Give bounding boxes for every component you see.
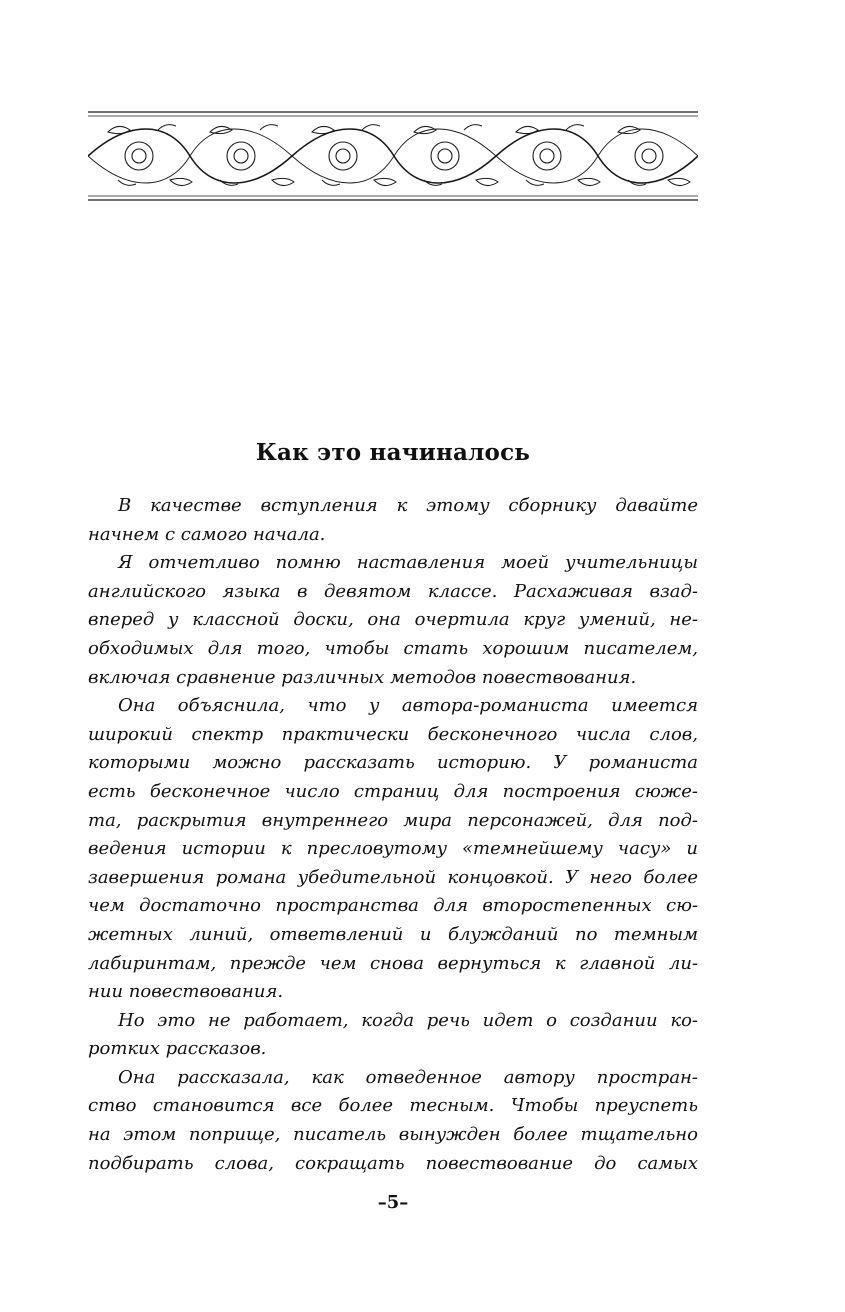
text-line: подбирать слова, сокращать повествование до самых <box>88 1152 698 1174</box>
text-line: включая сравнение различных методов повествования. <box>88 666 637 688</box>
text-line: есть бесконечное число страниц для построения сюже- <box>88 780 698 802</box>
text-line: Но это не работает, когда речь идет о создании ко- <box>118 1009 698 1031</box>
chapter-title: Как это начиналось <box>255 439 531 466</box>
text-line: Я отчетливо помню наставления моей учительницы <box>118 552 698 574</box>
page-number: –5– <box>377 1192 409 1213</box>
text-line: обходимых для того, чтобы стать хорошим писателем, <box>88 637 698 659</box>
text-line: завершения романа убедительной концовкой. У него более <box>88 866 698 888</box>
paragraph <box>88 692 698 1007</box>
text-line: нии повествования. <box>88 981 284 1003</box>
paragraph <box>88 1007 698 1064</box>
text-line: которыми можно рассказать историю. У романиста <box>88 752 698 774</box>
text-line: Она объяснила, что у автора-романиста имеется <box>118 695 698 717</box>
text-line: английского языка в девятом классе. Расхаживая взад- <box>88 580 698 602</box>
text-line: ведения истории к пресловутому «темнейшему часу» и <box>88 838 698 860</box>
text-line: ство становится все более тесным. Чтобы преуспеть <box>88 1095 698 1117</box>
text-line: начнем с самого начала. <box>88 523 326 545</box>
paragraph <box>88 549 698 692</box>
paragraph <box>88 1064 698 1178</box>
text-line: вперед у классной доски, она очертила круг умений, не- <box>88 609 698 631</box>
text-line: чем достаточно пространства для второстепенных сю- <box>88 895 698 917</box>
text-line: В качестве вступления к этому сборнику давайте <box>118 495 698 516</box>
text-line: та, раскрытия внутреннего мира персонажей, для под- <box>88 809 698 831</box>
paragraph <box>88 492 698 549</box>
body-text <box>88 492 698 1178</box>
text-line: жетных линий, ответвлений и блужданий по темным <box>88 923 698 945</box>
text-line: ротких рассказов. <box>88 1038 267 1060</box>
ornament-border <box>88 110 698 202</box>
text-line: широкий спектр практически бесконечного числа слов, <box>88 723 698 745</box>
text-line: Она рассказала, как отведенное автору простран- <box>118 1066 698 1088</box>
text-line: лабиринтам, прежде чем снова вернуться к главной ли- <box>88 952 698 974</box>
text-line: на этом поприще, писатель вынужден более тщательно <box>88 1124 698 1146</box>
